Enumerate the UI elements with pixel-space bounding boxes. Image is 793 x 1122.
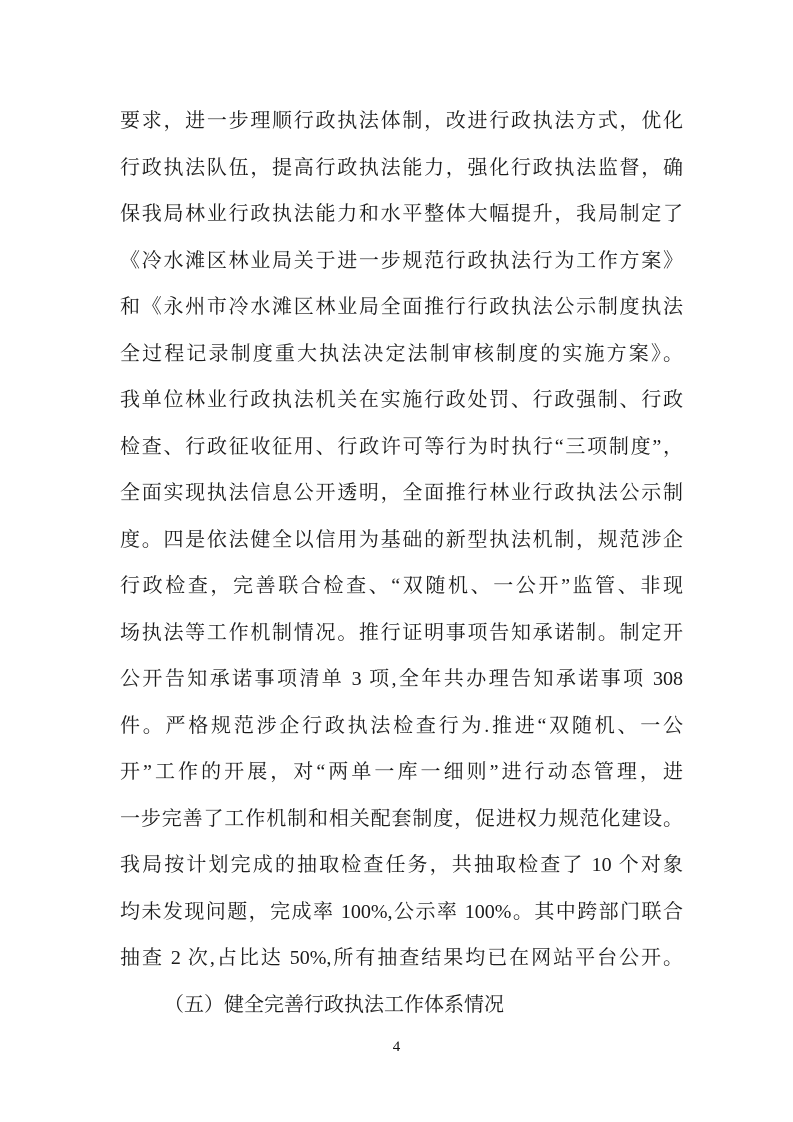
paragraph-line: 《冷水滩区林业局关于进一步规范行政执法行为工作方案》 <box>120 249 683 272</box>
paragraph-line: 全过程记录制度重大执法决定法制审核制度的实施方案》。 <box>120 342 683 365</box>
paragraph-line: 全面实现执法信息公开透明，全面推行林业行政执法公示制 <box>120 482 683 504</box>
paragraph-line: 开”工作的开展，对“两单一库一细则”进行动态管理，进 <box>120 761 683 783</box>
paragraph-line: 度。四是依法健全以信用为基础的新型执法机制，规范涉企 <box>120 528 683 551</box>
paragraph-line: 一步完善了工作机制和相关配套制度，促进权力规范化建设。 <box>120 807 683 830</box>
paragraph-line: 公开告知承诺事项清单 3 项,全年共办理告知承诺事项 308 <box>120 668 683 690</box>
document-body <box>120 98 683 1028</box>
paragraph-line: 我局按计划完成的抽取检查任务，共抽取检查了 10 个对象 <box>120 854 683 876</box>
paragraph-line: 保我局林业行政执法能力和水平整体大幅提升，我局制定了 <box>120 203 683 225</box>
paragraph-line: 和《永州市冷水滩区林业局全面推行行政执法公示制度执法 <box>120 296 683 318</box>
paragraph-line: 抽查 2 次,占比达 50%,所有抽查结果均已在网站平台公开。 <box>120 947 683 969</box>
paragraph-line: 行政检查，完善联合检查、“双随机、一公开”监管、非现 <box>120 575 683 597</box>
paragraph-line: 我单位林业行政执法机关在实施行政处罚、行政强制、行政 <box>120 389 683 411</box>
section-heading: （五）健全完善行政执法工作体系情况 <box>164 993 504 1016</box>
paragraph-line: 行政执法队伍，提高行政执法能力，强化行政执法监督，确 <box>120 156 683 179</box>
page-number: 4 <box>392 1039 401 1055</box>
paragraph-line: 要求，进一步理顺行政执法体制，改进行政执法方式，优化 <box>120 110 683 132</box>
paragraph-line: 均未发现问题，完成率 100%,公示率 100%。其中跨部门联合 <box>120 900 683 923</box>
paragraph-line: 场执法等工作机制情况。推行证明事项告知承诺制。制定开 <box>120 621 683 644</box>
paragraph-line: 件。严格规范涉企行政执法检查行为.推进“双随机、一公 <box>120 714 683 737</box>
paragraph-line: 检查、行政征收征用、行政许可等行为时执行“三项制度”， <box>120 435 683 458</box>
